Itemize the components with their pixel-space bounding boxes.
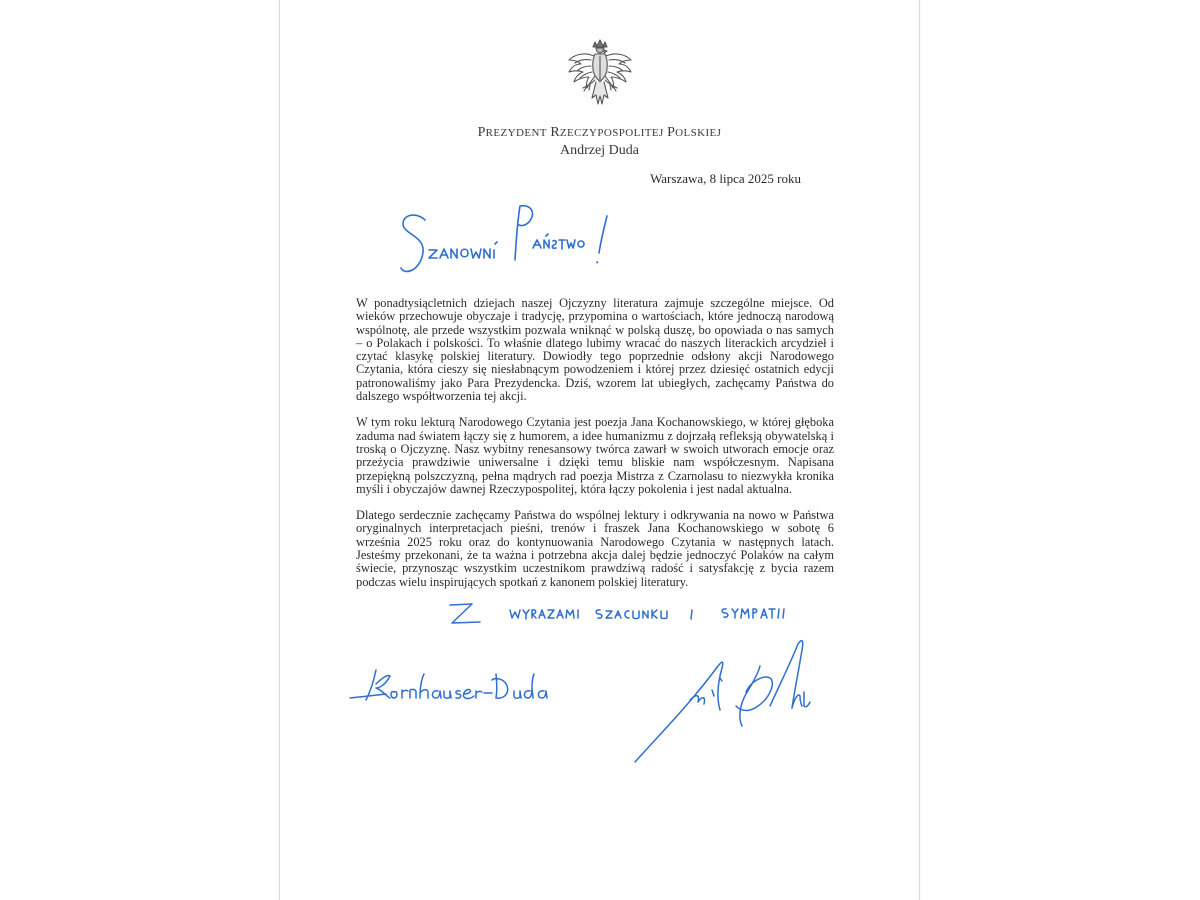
paragraph-2: W tym roku lekturą Narodowego Czytania jest poezja Jana Kochanowskiego, w której głęboka zaduma nad światem łączy się z humorem, a idee humanizmu z dojrzałą refleksją obywatelską i troską o Ojczyznę. Nasz wybitny renesansowy twórca zawarł w swoich utworach emocje oraz przeżycia prawdziwie uniwersalne i dzięki temu bliskie nam współczesnym. Napisana przepiękną polszczyzną, pełna mądrych rad poezja Mistrza z Czarnolasu to niezwykła kronika myśli i obyczajów dawnej Rzeczypospolitej, która łączy pokolenia i jest nadal aktualna. <box>356 415 834 496</box>
paragraph-3: Dlatego serdecznie zachęcamy Państwa do wspólnej lektury i odkrywania na nowo w Państwa oryginalnych interpretacjach pieśni, trenów i fraszek Jana Kochanowskiego w sobotę 6 września 2025 roku oraz do kontynuowania Narodowego Czytania w następnych latach. Jesteśmy przekonani, że ta ważna i potrzebna akcja dalej będzie jednoczyć Polaków na całym świecie, przynosząc wszystkim uczestnikom prawdziwą radość i satysfakcję z bycia razem podczas wielu inspirujących spotkań z kanonem polskiej literatury. <box>356 508 834 589</box>
letter-page <box>279 0 920 900</box>
letter-date: Warszawa, 8 lipca 2025 roku <box>650 171 801 186</box>
title-word-3: POLSKIEJ <box>667 125 722 140</box>
handwritten-closing <box>440 596 820 636</box>
handwritten-salutation <box>395 198 615 280</box>
title-word-1: PREZYDENT <box>477 125 547 140</box>
signature-kornhauser-duda <box>346 664 566 712</box>
paragraph-1: W ponadtysiącletnich dziejach naszej Ojczyzny literatura zajmuje szczególne miejsce. Od wieków przechowuje obyczaje i tradycję, przypomina o wartościach, które jednoczą narodową wspólnotę, ale przede wszystkim pozwala wniknąć w polską duszę, bo opowiada o nas samych – o Polakach i polskości. To właśnie dlatego lubimy wracać do naszych literackich arcydzieł i czytać klasykę polskiej literatury. Dowiodły tego poprzednie odsłony akcji Narodowego Czytania, która cieszy się niesłabnącym powodzeniem i której przez dziesięć ostatnich edycji patronowaliśmy jako Para Prezydencka. Dziś, wzorem lat ubiegłych, zachęcamy Państwa do dalszego współtworzenia tej akcji. <box>356 296 834 404</box>
letterhead-title <box>280 124 919 141</box>
polish-eagle-emblem-icon <box>565 38 635 114</box>
letterhead-name: Andrzej Duda <box>560 143 639 158</box>
title-word-2: RZECZYPOSPOLITEJ <box>550 125 664 140</box>
letter-body <box>356 297 834 602</box>
signature-andrzej-duda <box>630 634 830 770</box>
